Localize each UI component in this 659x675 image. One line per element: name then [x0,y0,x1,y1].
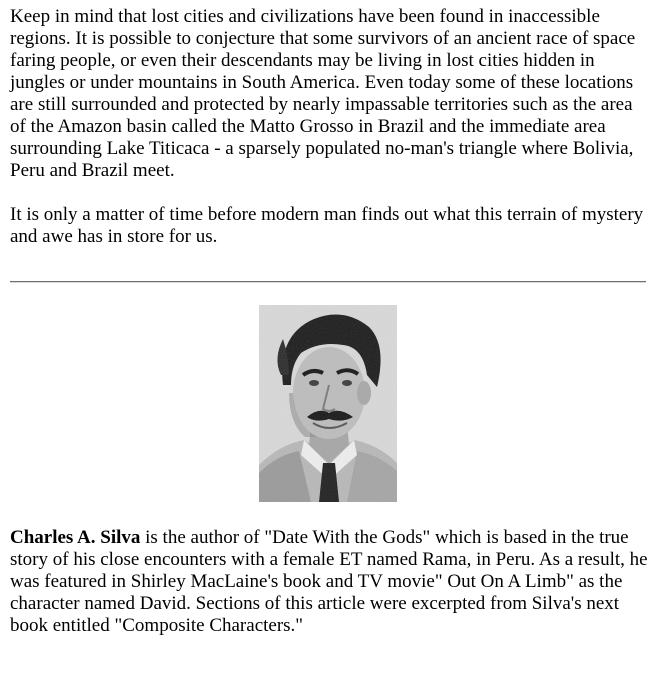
article-paragraph: Keep in mind that lost cities and civilizations have been found in inaccessible regions. It is possible to conjecture that some survivors of an ancient race of space faring people, or even their descendants may be living in lost cities hidden in jungles or under mountains in South America. Even today some of these locations are still surrounded and protected by nearly impassable territories such as the area of the Amazon basin called the Matto Grosso in Brazil and the immediate area surrounding Lake Titicaca - a sparsely populated no-man's triangle where Bolivia, Peru and Brazil meet. [10,6,636,181]
author-bio-text: is the author of "Date With the Gods" which is based in the true story of his close encounters with a female ET named Rama, in Peru. As a result, he was featured in Shirley MacLaine's book and TV movie" Out On A Limb" as the character named David. Sections of this article were excerpted from Silva's next book entitled "Composite Characters." [10,527,648,636]
article-paragraph: It is only a matter of time before modern man finds out what this terrain of mystery and awe has in store for us. [10,204,644,247]
article-body [10,6,650,248]
horizontal-divider [10,281,646,283]
author-bio [10,527,650,637]
author-photo [259,305,397,502]
author-name: Charles A. Silva [10,527,141,548]
